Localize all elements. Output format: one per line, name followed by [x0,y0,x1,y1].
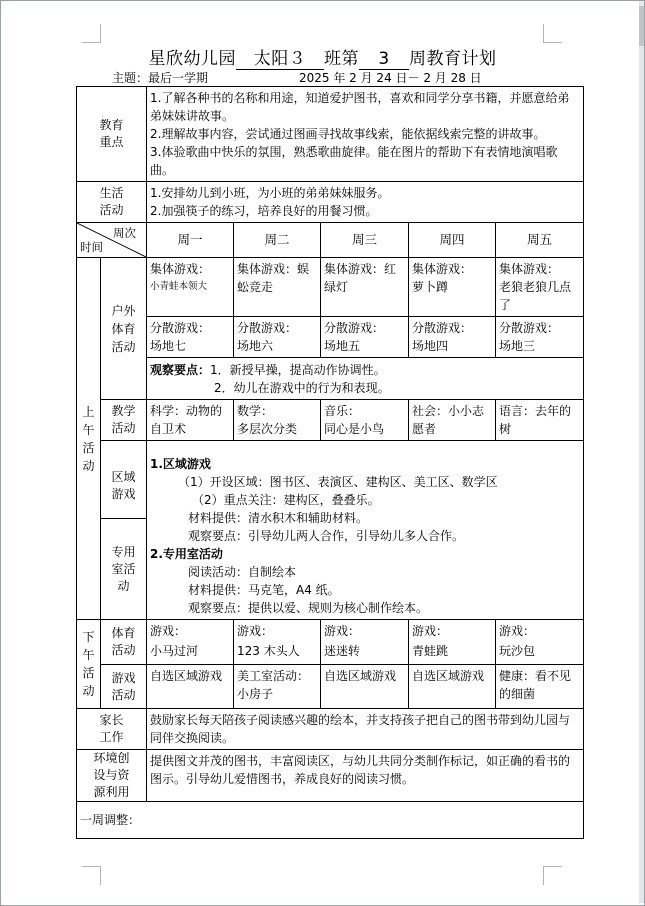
observe-row [77,358,584,400]
room-line: 阅读活动：自制绘本 [188,565,297,579]
group-game-cell: 集体游戏：蜈蚣竞走 [234,258,321,317]
group-game-cell: 集体游戏： 小青蛙本领大 [147,258,234,317]
teaching-cell: 科学：动物的自卫术 [147,400,234,441]
weekly-adjust-label: 一周调整： [80,813,141,827]
group-game-name: 老狼老狼几点了 [499,280,572,312]
weekly-plan-table [76,86,584,839]
observe-label: 观察要点： [150,362,211,377]
afternoon-game-cell: 健康：看不见的细菌 [496,665,584,709]
room-label: 专用 室活 动 [101,519,147,620]
margin-mark-bottom-right [543,866,562,885]
environment-row [77,750,584,802]
afternoon-game-cell: 自选区域游戏 [321,665,409,709]
day-header-row [77,223,584,258]
teaching-label: 教学 活动 [101,400,147,441]
afternoon-game-cell: 自选区域游戏 [409,665,496,709]
group-game-cell: 集体游戏： 老狼老狼几点了 [496,258,584,317]
goal-item: 3.体验歌曲中快乐的氛围，熟悉歌曲旋律。能在图片的帮助下有表情地演唱歌曲。 [150,145,558,177]
corner-time-label: 时间 [80,240,103,254]
teaching-cell: 语言：去年的树 [496,400,584,441]
group-game-cell: 集体游戏： 萝卜蹲 [409,258,496,317]
area-line: （1）开设区域：图书区、表演区、建构区、美工区、数学区 [178,475,498,489]
scatter-game-name: 场地四 [412,339,449,353]
afternoon-sports-label: 体育 活动 [101,620,147,665]
area-line: 观察要点：引导幼儿两人合作，引导幼儿多人合作。 [188,529,465,543]
observe-point-2: 2．幼儿在游戏中的行为和表现。 [214,380,390,395]
life-row [77,182,584,223]
group-game-name: 蜈蚣竞走 [237,262,310,294]
observe-points [147,358,584,400]
school-name: 星欣幼儿园 [148,49,236,69]
afternoon-sport-cell: 游戏： 迷迷转 [321,620,409,665]
day-wednesday: 周三 [321,223,409,258]
day-thursday: 周四 [409,223,496,258]
teaching-cell: 社会：小小志愿者 [409,400,496,441]
date-range: 2025 年 2 月 24 日－ 2 月 28 日 [299,71,482,85]
outdoor-scatter-row [77,317,584,358]
afternoon-game-cell: 自选区域游戏 [147,665,234,709]
outdoor-group-row [77,258,584,317]
day-friday: 周五 [496,223,584,258]
scatter-game-name: 场地三 [499,339,536,353]
outdoor-label: 户外 体育 活动 [101,258,147,400]
group-game-name: 红绿灯 [324,262,397,294]
day-tuesday: 周二 [234,223,321,258]
morning-label: 上 午 活 动 [77,258,101,620]
document-title [0,44,645,70]
room-line: 观察要点：提供以爱、规则为核心制作绘本。 [188,601,429,615]
scatter-game-cell: 分散游戏： 场地三 [496,317,584,358]
area-line: 材料提供：清水积木和辅助材料。 [188,511,369,525]
goals-content [147,87,584,182]
parents-label: 家长 工作 [77,709,147,750]
theme-label: 主题： [112,71,149,85]
area-room-content [147,441,584,620]
weekly-adjust-row [77,802,584,839]
scatter-game-name: 场地五 [324,339,361,353]
environment-content: 提供图文并茂的图书，丰富阅读区，与幼儿共同分类制作标记，如正确的看书的图示。引导幼儿爱惜图书，养成良好的阅读习惯。 [147,750,584,802]
teaching-cell: 数学： 多层次分类 [234,400,321,441]
area-label: 区域 游戏 [101,441,147,519]
goal-item: 1.了解各种书的名称和用途，知道爱护图书，喜欢和同学分享书籍，并愿意给弟弟妹妹讲故事。 [150,91,570,123]
margin-mark-top-left [82,24,101,43]
area-row [77,441,584,519]
afternoon-games-label: 游戏 活动 [101,665,147,709]
margin-mark-top-right [543,24,562,43]
teaching-cell: 音乐： 同心是小鸟 [321,400,409,441]
class-suffix: 班第 [324,49,359,69]
margin-mark-bottom-left [82,866,101,885]
group-game-name: 小青蛙本领大 [150,281,208,292]
afternoon-sport-cell: 游戏： 小马过河 [147,620,234,665]
week-number: 3 [359,49,409,70]
life-content [147,182,584,223]
afternoon-sports-row [77,620,584,665]
scatter-game-cell: 分散游戏： 场地五 [321,317,409,358]
parents-row [77,709,584,750]
theme-value: 最后一学期 [148,71,209,85]
life-item: 1.安排幼儿到小班，为小班的弟弟妹妹服务。 [150,186,390,200]
afternoon-sport-cell: 游戏： 玩沙包 [496,620,584,665]
afternoon-label: 下 午 活 动 [77,620,101,709]
day-monday: 周一 [147,223,234,258]
vertical-scrollbar[interactable] [639,1,644,903]
life-item: 2.加强筷子的练习，培养良好的用餐习惯。 [150,204,378,218]
scatter-game-cell: 分散游戏： 场地四 [409,317,496,358]
afternoon-sport-cell: 游戏： 123 木头人 [234,620,321,665]
class-name: 太阳３ [236,49,324,70]
teaching-row [77,400,584,441]
room-heading: 2.专用室活动 [150,547,223,561]
scatter-game-name: 场地七 [150,339,187,353]
group-game-name: 萝卜蹲 [412,280,449,294]
room-line: 材料提供：马克笔，A4 纸。 [188,583,340,597]
area-heading: 1.区域游戏 [150,457,211,471]
environment-label: 环境创 设与资 源利用 [77,750,147,802]
life-label: 生活 活动 [77,182,147,223]
theme-line [112,69,208,86]
scatter-game-cell: 分散游戏： 场地七 [147,317,234,358]
weekly-adjust-cell[interactable] [77,802,584,839]
scrollbar-thumb[interactable] [639,6,644,46]
afternoon-games-row [77,665,584,709]
scatter-game-name: 场地六 [237,339,274,353]
scatter-game-cell: 分散游戏： 场地六 [234,317,321,358]
area-line: （2）重点关注：建构区，叠叠乐。 [192,493,380,507]
parents-content: 鼓励家长每天陪孩子阅读感兴趣的绘本，并支持孩子把自己的图书带到幼儿园与同伴交换阅读。 [147,709,584,750]
goal-item: 2.理解故事内容，尝试通过图画寻找故事线索，能依据线索完整的讲故事。 [150,127,546,141]
title-suffix: 周教育计划 [409,49,497,69]
afternoon-sport-cell: 游戏： 青蛙跳 [409,620,496,665]
goals-label: 教育 重点 [77,87,147,182]
group-game-cell: 集体游戏：红绿灯 [321,258,409,317]
afternoon-game-cell: 美工室活动：小房子 [234,665,321,709]
corner-header-cell [77,223,147,258]
corner-week-label: 周次 [113,226,137,240]
observe-point-1: 1．新授早操，提高动作协调性。 [210,362,386,377]
goals-row [77,87,584,182]
